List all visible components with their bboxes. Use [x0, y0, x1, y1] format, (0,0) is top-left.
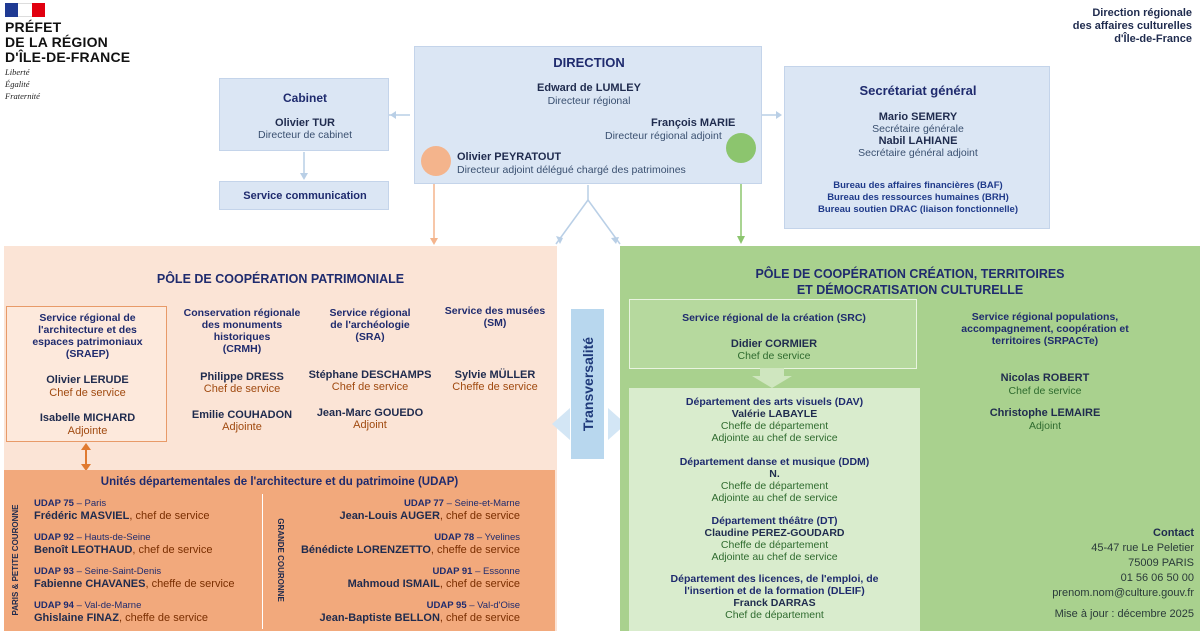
pole2-title-1: PÔLE DE COOPÉRATION CRÉATION, TERRITOIRES [755, 267, 1065, 281]
udap-code-line [290, 498, 520, 510]
crmh-r1: Chef de service [203, 383, 281, 395]
udap-code-line [34, 566, 264, 578]
dav-r1: Cheffe de département [720, 420, 829, 432]
src-down-arrow [752, 368, 792, 388]
logo-line-2: DE LA RÉGION [5, 34, 108, 50]
service-communication-box [219, 181, 389, 210]
dav-r2: Adjointe au chef de service [711, 432, 838, 444]
udap-person-role: , chef de service [439, 578, 520, 590]
udap-code: UDAP 95 [426, 600, 467, 611]
udap-department: Val-d'Oise [477, 600, 520, 611]
sraep-t1: Service régional de [39, 312, 136, 324]
dt-r2: Adjointe au chef de service [711, 551, 838, 563]
sra-block [300, 307, 440, 343]
udap-entry [34, 498, 264, 532]
secgen-bureau-baf: Bureau des affaires financières (BAF) [833, 180, 1003, 191]
contact-title: Contact [1153, 527, 1194, 539]
sm-t2: (SM) [483, 317, 507, 329]
udap-department: Essonne [483, 566, 520, 577]
crmh-t3: historiques [213, 331, 271, 343]
drac-title-line-2: des affaires culturelles [1072, 20, 1192, 32]
udap-separator: – [443, 498, 455, 509]
contact-phone[interactable]: 01 56 06 50 00 [1120, 572, 1194, 584]
motto-fraternite: Fraternité [5, 91, 40, 101]
udap-entry [290, 498, 520, 532]
motto-liberte: Liberté [5, 67, 30, 77]
cabinet-box [219, 78, 389, 151]
udap-person-role: , chef de service [439, 612, 520, 624]
contact-city: 75009 PARIS [1128, 557, 1194, 569]
udap-code: UDAP 94 [34, 600, 74, 611]
udap-entry [34, 600, 264, 631]
logo-line-1: PRÉFET [5, 19, 62, 35]
direction-p2-role: Directeur régional adjoint [605, 130, 722, 142]
udap-department: Hauts-de-Seine [84, 532, 151, 543]
sm-block [436, 305, 554, 329]
udap-person-line [290, 578, 520, 591]
udap-left-list [34, 498, 264, 631]
src-box [629, 299, 917, 369]
udap-separator: – [472, 566, 484, 577]
srpacte-t2: accompagnement, coopération et [961, 323, 1129, 335]
src-name: Didier CORMIER [730, 338, 818, 350]
direction-p2-name: François MARIE [651, 117, 736, 129]
arrow-marie-pole2 [737, 236, 745, 244]
udap-code: UDAP 75 [34, 498, 74, 509]
crmh-n2: Emilie COUHADON [191, 409, 293, 421]
udap-person-role: , cheffe de service [118, 612, 209, 624]
sraep-t4: (SRAEP) [65, 348, 110, 360]
dleif-role: Chef de département [725, 609, 824, 621]
secgen-r1: Secrétaire générale [872, 123, 964, 135]
udap-code-line [34, 498, 264, 510]
udap-person-role: , cheffe de service [145, 578, 235, 590]
dt-r1: Cheffe de département [720, 539, 829, 551]
udap-right-list [290, 498, 520, 631]
udap-code: UDAP 77 [404, 498, 444, 509]
udap-right-label: GRANDE COURONNE [276, 518, 285, 602]
sm-t1: Service des musées [444, 305, 546, 317]
drac-title-line-1: Direction régionale [1092, 7, 1192, 19]
udap-separator: – [474, 532, 485, 543]
udap-person-line [290, 544, 520, 557]
sra-n1: Stéphane DESCHAMPS [308, 369, 432, 381]
udap-left-label: PARIS & PETITE COURONNE [11, 504, 20, 616]
udap-person-name: Jean-Baptiste BELLON [319, 612, 440, 624]
arrow-to-sercom [300, 173, 308, 180]
drac-title-line-3: d'Île-de-France [1114, 33, 1192, 45]
udap-person-role: , chef de service [439, 510, 520, 522]
crmh-block [172, 307, 312, 355]
sraep-udap-double-arrow [78, 443, 94, 471]
udap-separator: – [73, 566, 85, 577]
secgen-n2: Nabil LAHIANE [878, 135, 958, 147]
direction-p3-name: Olivier PEYRATOUT [457, 151, 562, 163]
secgen-bureau-soutien: Bureau soutien DRAC (liaison fonctionnelle) [817, 204, 1019, 215]
sraep-box [6, 306, 167, 442]
udap-code-line [290, 566, 520, 578]
cabinet-role: Directeur de cabinet [258, 129, 352, 141]
udap-person-line [34, 544, 264, 557]
udap-code-line [290, 532, 520, 544]
arrow-to-secgen [776, 111, 782, 119]
udap-title: Unités départementales de l'architecture et du patrimoine (UDAP) [100, 476, 459, 488]
dav-title: Département des arts visuels (DAV) [685, 396, 864, 408]
udap-code: UDAP 78 [434, 532, 475, 543]
service-communication-label: Service communication [243, 190, 367, 202]
secgen-title: Secrétariat général [859, 83, 977, 98]
contact-address: 45-47 rue Le Peletier [1091, 542, 1194, 554]
udap-code-line [34, 532, 264, 544]
srpacte-block [925, 311, 1165, 347]
sra-t1: Service régional [329, 307, 411, 319]
udap-person-name: Jean-Louis AUGER [339, 510, 440, 522]
udap-department: Val-de-Marne [84, 600, 142, 611]
udap-person-name: Benoît LEOTHAUD [34, 544, 133, 556]
udap-person-role: , chef de service [129, 510, 210, 522]
contact-email[interactable]: prenom.nom@culture.gouv.fr [1052, 587, 1194, 599]
connector-direction-pole2 [588, 200, 620, 244]
udap-person-line [34, 578, 264, 591]
transversalite-left-arrow [552, 408, 570, 440]
sra-n2: Jean-Marc GOUEDO [316, 407, 424, 419]
udap-person-line [290, 510, 520, 523]
sm-n1: Sylvie MÜLLER [454, 369, 536, 381]
logo-line-3: D'ÎLE-DE-FRANCE [5, 49, 131, 65]
direction-p3-role: Directeur adjoint délégué chargé des patrimoines [457, 164, 686, 176]
arrow-peyratout-pole1 [430, 238, 438, 245]
ddm-r1: Cheffe de département [720, 480, 829, 492]
udap-entry [290, 566, 520, 600]
sraep-n1: Olivier LERUDE [46, 374, 129, 386]
sra-r2: Adjoint [353, 419, 387, 431]
udap-person-role: , chef de service [132, 544, 213, 556]
udap-separator: – [73, 532, 85, 543]
secgen-n1: Mario SEMERY [878, 111, 958, 123]
udap-person-name: Bénédicte LORENZETTO [300, 544, 431, 556]
src-role: Chef de service [737, 350, 811, 362]
udap-department: Paris [84, 498, 107, 509]
dt-title: Département théâtre (DT) [711, 515, 838, 527]
udap-separator: – [73, 498, 85, 509]
srpacte-t3: territoires (SRPACTe) [991, 335, 1099, 347]
pole2-title-2: ET DÉMOCRATISATION CULTURELLE [796, 283, 1024, 297]
ddm-title: Département danse et musique (DDM) [679, 456, 870, 468]
ddm-name: N. [769, 468, 780, 480]
green-marker-dot [726, 133, 756, 163]
crmh-n1: Philippe DRESS [200, 371, 284, 383]
udap-separator: – [73, 600, 85, 611]
crmh-t1: Conservation régionale [183, 307, 301, 319]
direction-p1-name: Edward de LUMLEY [537, 82, 641, 94]
contact-block [990, 527, 1194, 621]
update-date: Mise à jour : décembre 2025 [1054, 608, 1194, 620]
cabinet-name: Olivier TUR [275, 117, 335, 129]
udap-person-line [34, 612, 264, 625]
udap-person-name: Frédéric MASVIEL [34, 510, 130, 522]
motto-egalite: Égalité [5, 79, 30, 89]
src-title: Service régional de la création (SRC) [682, 312, 866, 324]
arrow-to-cabinet [390, 111, 396, 119]
dleif-t2: l'insertion et de la formation (DLEIF) [684, 585, 865, 597]
srpacte-r2: Adjoint [1028, 420, 1062, 432]
udap-department: Seine-Saint-Denis [84, 566, 162, 577]
sraep-t2: l'architecture et des [38, 324, 137, 336]
udap-entry [290, 600, 520, 631]
departments-box [629, 388, 920, 631]
srpacte-n2: Christophe LEMAIRE [989, 407, 1101, 419]
pole1-title: PÔLE DE COOPÉRATION PATRIMONIALE [156, 272, 405, 286]
dleif-t1: Département des licences, de l'emploi, de [670, 573, 879, 585]
udap-department: Yvelines [484, 532, 520, 543]
udap-person-line [34, 510, 264, 523]
udap-code: UDAP 93 [34, 566, 74, 577]
udap-entry [34, 532, 264, 566]
udap-person-role: , cheffe de service [430, 544, 520, 556]
dleif-name: Franck DARRAS [733, 597, 816, 609]
dt-name: Claudine PEREZ-GOUDARD [704, 527, 845, 539]
crmh-r2: Adjointe [222, 421, 262, 433]
secgen-r2: Secrétaire général adjoint [858, 147, 978, 159]
ddm-r2: Adjointe au chef de service [711, 492, 838, 504]
srpacte-r1: Chef de service [1008, 385, 1082, 397]
sraep-n2: Isabelle MICHARD [39, 412, 136, 424]
udap-separator: – [466, 600, 478, 611]
udap-person-name: Ghislaine FINAZ [34, 612, 119, 624]
udap-code-line [290, 600, 520, 612]
sra-r1: Chef de service [331, 381, 409, 393]
secretariat-general-box [784, 66, 1050, 229]
udap-entry [290, 532, 520, 566]
udap-box [4, 470, 555, 631]
udap-person-line [290, 612, 520, 625]
orange-marker-dot [421, 146, 451, 176]
sra-t3: (SRA) [355, 331, 385, 343]
sraep-t3: espaces patrimoniaux [32, 336, 143, 348]
direction-box [414, 46, 762, 184]
udap-department: Seine-et-Marne [454, 498, 520, 509]
sra-t2: de l'archéologie [330, 319, 410, 331]
udap-code: UDAP 92 [34, 532, 74, 543]
udap-person-name: Fabienne CHAVANES [34, 578, 146, 590]
sraep-r1: Chef de service [49, 387, 126, 399]
crmh-t2: des monuments [201, 319, 283, 331]
sraep-r2: Adjointe [67, 425, 108, 437]
cabinet-title: Cabinet [282, 91, 327, 105]
direction-p1-role: Directeur régional [547, 95, 631, 107]
dav-name: Valérie LABAYLE [731, 408, 818, 420]
udap-code: UDAP 91 [432, 566, 473, 577]
direction-title: DIRECTION [553, 55, 625, 70]
sm-r1: Cheffe de service [452, 381, 538, 393]
udap-entry [34, 566, 264, 600]
srpacte-t1: Service régional populations, [971, 311, 1119, 323]
secgen-bureau-brh: Bureau des ressources humaines (BRH) [827, 192, 1009, 203]
udap-person-name: Mahmoud ISMAIL [347, 578, 440, 590]
udap-code-line [34, 600, 264, 612]
transversalite-label: Transversalité [580, 336, 596, 432]
srpacte-n1: Nicolas ROBERT [1000, 372, 1090, 384]
crmh-t4: (CRMH) [222, 343, 262, 355]
